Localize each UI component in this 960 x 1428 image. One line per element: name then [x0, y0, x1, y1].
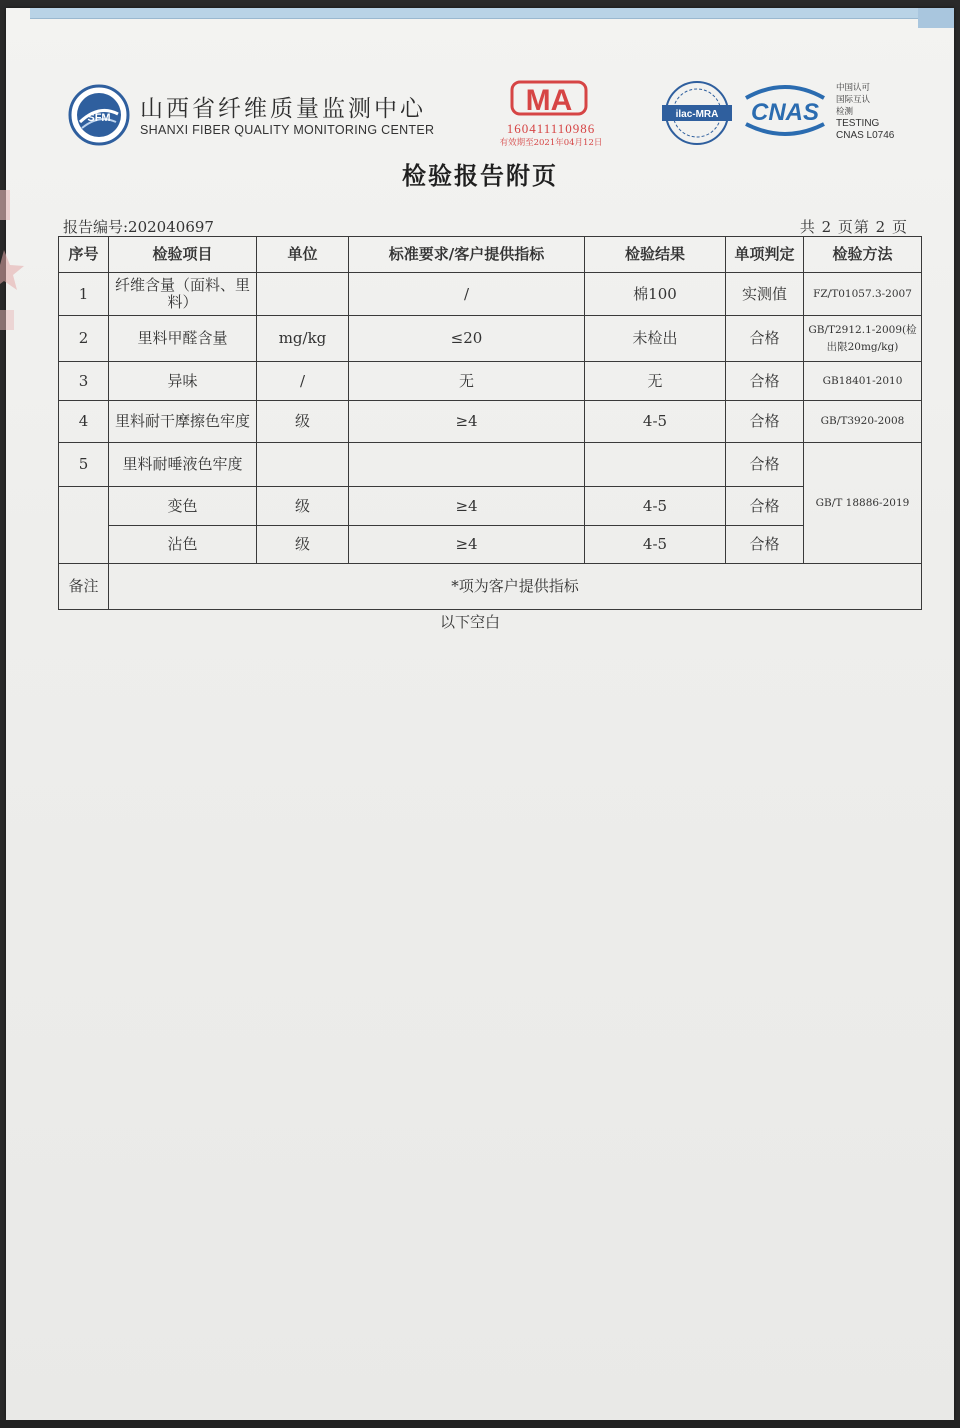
unit	[257, 273, 349, 316]
unit	[257, 443, 349, 487]
result: 4-5	[585, 526, 726, 564]
requirement: 无	[349, 362, 585, 401]
inspection-results-table	[58, 236, 922, 610]
column-header: 标准要求/客户提供指标	[349, 237, 585, 273]
requirement: ≥4	[349, 401, 585, 443]
ma-certification-icon	[508, 78, 590, 118]
row-number: 1	[59, 273, 109, 316]
document-title: 检验报告附页	[402, 162, 558, 190]
ma-mark-text: MA	[525, 84, 573, 117]
table-row	[59, 316, 922, 362]
sfm-logo-icon	[68, 84, 130, 146]
verdict: 合格	[726, 526, 804, 564]
column-header: 单位	[257, 237, 349, 273]
test-item: 里料耐干摩擦色牢度	[109, 401, 257, 443]
blank-below-note: 以下空白	[439, 613, 500, 631]
row-number: 3	[59, 362, 109, 401]
ilac-text: ilac-MRA	[675, 109, 719, 120]
verdict: 合格	[726, 362, 804, 401]
organization-name-cn: 山西省纤维质量监测中心	[140, 96, 426, 122]
remarks-text: *项为客户提供指标	[109, 564, 922, 610]
requirement: ≥4	[349, 487, 585, 526]
test-item: 纤维含量（面料、里料）	[109, 273, 257, 316]
test-item: 里料甲醛含量	[109, 316, 257, 362]
column-header: 单项判定	[726, 237, 804, 273]
requirement: ≤20	[349, 316, 585, 362]
cnas-mark-text: CNAS	[750, 99, 820, 126]
verdict: 合格	[726, 487, 804, 526]
row-number: 4	[59, 401, 109, 443]
cnas-line: CNAS L0746	[836, 130, 895, 141]
remarks-label: 备注	[59, 564, 109, 610]
table-row	[59, 443, 922, 487]
test-item: 变色	[109, 487, 257, 526]
column-header: 检验结果	[585, 237, 726, 273]
verdict: 合格	[726, 443, 804, 487]
table-row	[59, 362, 922, 401]
requirement: /	[349, 273, 585, 316]
test-method: GB/T2912.1-2009(检出限20mg/kg)	[804, 316, 922, 362]
test-item: 沾色	[109, 526, 257, 564]
sfm-logo-text: SFM	[87, 112, 111, 124]
column-header: 序号	[59, 237, 109, 273]
cnas-logo-icon	[740, 80, 830, 140]
cnas-line: TESTING	[836, 118, 880, 129]
page-indicator: 共 2 页第 2 页	[799, 218, 908, 236]
result: 4-5	[585, 401, 726, 443]
ma-number: 160411110986	[506, 121, 596, 136]
table-row	[59, 526, 922, 564]
unit: 级	[257, 526, 349, 564]
result: 4-5	[585, 487, 726, 526]
requirement: ≥4	[349, 526, 585, 564]
row-number: 5	[59, 443, 109, 487]
verdict: 合格	[726, 316, 804, 362]
test-item: 里料耐唾液色牢度	[109, 443, 257, 487]
row-number: 2	[59, 316, 109, 362]
red-stamp-fragment-icon	[0, 180, 26, 350]
ma-validity: 有效期至2021年04月12日	[499, 138, 603, 148]
table-row	[59, 487, 922, 526]
cnas-line: 检测	[836, 107, 854, 117]
report-number: 报告编号:202040697	[63, 218, 214, 236]
unit: 级	[257, 487, 349, 526]
cnas-line: 中国认可	[836, 83, 871, 93]
requirement	[349, 443, 585, 487]
verdict: 实测值	[726, 273, 804, 316]
background-edge	[0, 1420, 960, 1428]
table-header-row	[59, 237, 922, 273]
test-method: GB/T 18886-2019	[804, 443, 922, 564]
result: 无	[585, 362, 726, 401]
result	[585, 443, 726, 487]
unit: mg/kg	[257, 316, 349, 362]
underlying-page-corner	[918, 8, 954, 28]
test-method: GB18401-2010	[804, 362, 922, 401]
table-row	[59, 273, 922, 316]
table-row	[59, 401, 922, 443]
row-number	[59, 487, 109, 564]
remarks-row	[59, 564, 922, 610]
ilac-mra-icon	[660, 78, 734, 148]
cnas-line: 国际互认	[836, 95, 871, 105]
result: 未检出	[585, 316, 726, 362]
test-method: FZ/T01057.3-2007	[804, 273, 922, 316]
verdict: 合格	[726, 401, 804, 443]
test-item: 异味	[109, 362, 257, 401]
organization-name-en: SHANXI FIBER QUALITY MONITORING CENTER	[140, 123, 435, 137]
unit: /	[257, 362, 349, 401]
column-header: 检验方法	[804, 237, 922, 273]
unit: 级	[257, 401, 349, 443]
result: 棉100	[585, 273, 726, 316]
column-header: 检验项目	[109, 237, 257, 273]
test-method: GB/T3920-2008	[804, 401, 922, 443]
cnas-accreditation-text	[836, 82, 894, 142]
underlying-page-edge	[30, 8, 954, 19]
